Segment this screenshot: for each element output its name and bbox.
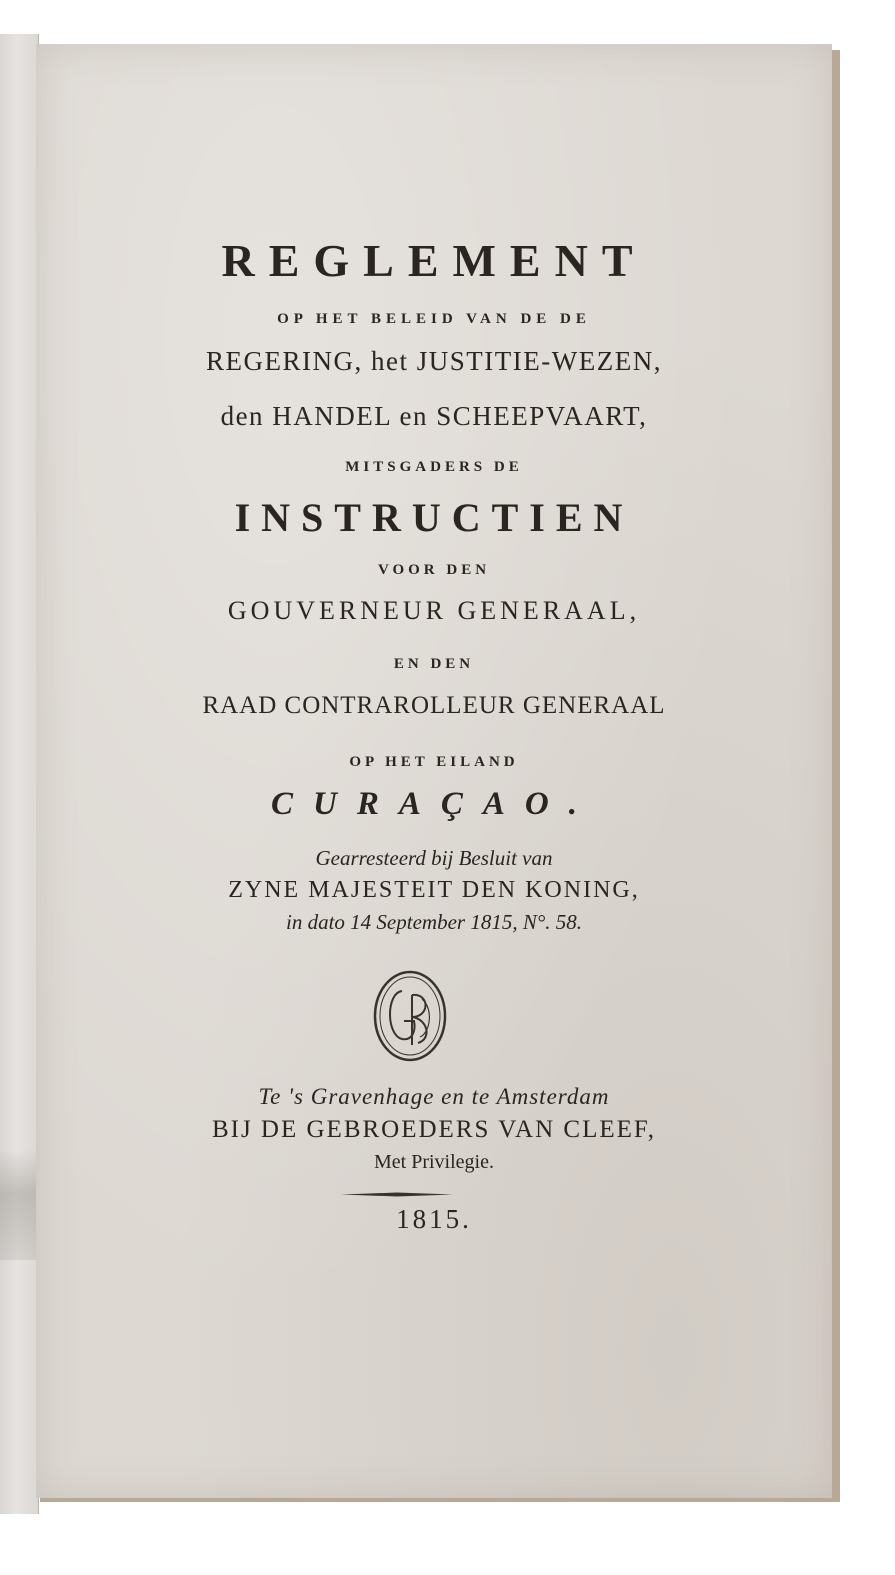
leaf-stain bbox=[0, 1150, 38, 1260]
title-reglement: REGLEMENT bbox=[221, 235, 647, 286]
subtitle-handel: den HANDEL en SCHEEPVAART, bbox=[220, 401, 648, 431]
subtitle-mitsgaders: MITSGADERS DE bbox=[345, 459, 523, 475]
imprint-year: 1815. bbox=[396, 1204, 472, 1234]
imprint-place: Te 's Gravenhage en te Amsterdam bbox=[258, 1084, 610, 1109]
subtitle-voor-den: VOOR DEN bbox=[377, 562, 491, 578]
subtitle-regering: REGERING, het JUSTITIE-WEZEN, bbox=[206, 346, 662, 376]
imprint-privilege: Met Privilegie. bbox=[374, 1151, 494, 1173]
title-page bbox=[36, 44, 832, 1498]
subtitle-gouverneur: GOUVERNEUR GENERAAL, bbox=[227, 596, 641, 625]
subtitle-op-het-beleid: OP HET BELEID VAN DE DE bbox=[277, 311, 591, 327]
subtitle-raad: RAAD CONTRAROLLEUR GENERAAL bbox=[202, 692, 666, 719]
subtitle-op-het-eiland: OP HET EILAND bbox=[349, 754, 519, 770]
title-instructien: INSTRUCTIEN bbox=[234, 495, 634, 540]
subtitle-gearresteerd: Gearresteerd bij Besluit van bbox=[315, 846, 553, 870]
imprint-printer: BIJ DE GEBROEDERS VAN CLEEF, bbox=[211, 1116, 657, 1143]
title-curacao: CURAÇAO. bbox=[271, 786, 597, 822]
subtitle-zyne-majesteit: ZYNE MAJESTEIT DEN KONING, bbox=[228, 877, 640, 903]
decorative-rule bbox=[341, 1192, 453, 1197]
subtitle-en-den: EN DEN bbox=[393, 656, 475, 672]
printer-monogram-icon bbox=[372, 969, 448, 1063]
subtitle-date: in dato 14 September 1815, N°. 58. bbox=[286, 910, 582, 934]
preceding-leaf bbox=[0, 34, 39, 1514]
